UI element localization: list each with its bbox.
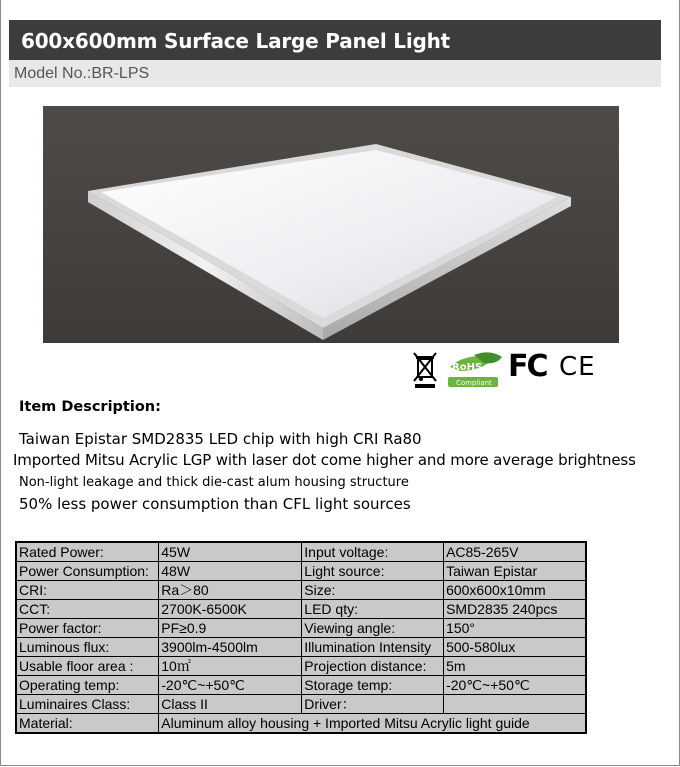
spec-value: 3900lm-4500lm xyxy=(159,638,302,657)
rohs-label: RoHS xyxy=(452,362,483,373)
description-line: Taiwan Epistar SMD2835 LED chip with high CRI Ra80 xyxy=(19,430,422,448)
spec-label: Operating temp: xyxy=(16,676,159,695)
spec-label: Illumination Intensity xyxy=(302,638,444,657)
spec-value: Ra＞80 xyxy=(159,581,302,600)
spec-label: Projection distance: xyxy=(302,657,444,676)
spec-value: 2700K-6500K xyxy=(159,600,302,619)
spec-label: Driver： xyxy=(302,695,444,714)
spec-value: 10㎡ xyxy=(159,657,302,676)
table-row xyxy=(16,581,586,600)
spec-table xyxy=(15,541,587,734)
table-row xyxy=(16,600,586,619)
spec-label: CRI: xyxy=(16,581,159,600)
spec-value: PF≥0.9 xyxy=(159,619,302,638)
spec-label: Input voltage: xyxy=(302,542,444,562)
description-line: 50% less power consumption than CFL light sources xyxy=(19,495,411,513)
spec-value xyxy=(444,695,586,714)
spec-label: CCT: xyxy=(16,600,159,619)
spec-value: SMD2835 240pcs xyxy=(444,600,586,619)
spec-value: 600x600x10mm xyxy=(444,581,586,600)
table-row xyxy=(16,542,586,562)
spec-value: 150° xyxy=(444,619,586,638)
table-row xyxy=(16,619,586,638)
spec-label: Usable floor area : xyxy=(16,657,159,676)
table-row xyxy=(16,695,586,714)
description-line: Imported Mitsu Acrylic LGP with laser dot come higher and more average brightness xyxy=(13,451,636,469)
spec-value: -20℃~+50℃ xyxy=(159,676,302,695)
title-bar xyxy=(9,20,661,60)
spec-value: AC85-265V xyxy=(444,542,586,562)
ce-icon: CE xyxy=(559,352,596,382)
rohs-compliant-icon xyxy=(444,351,504,389)
fcc-icon: FC xyxy=(508,349,547,384)
product-photo xyxy=(43,106,619,343)
spec-value: Taiwan Epistar xyxy=(444,562,586,581)
spec-label: Viewing angle: xyxy=(302,619,444,638)
spec-label: Rated Power: xyxy=(16,542,159,562)
spec-label: Size: xyxy=(302,581,444,600)
spec-label: Power Consumption: xyxy=(16,562,159,581)
spec-value: Class II xyxy=(159,695,302,714)
certification-icons xyxy=(412,347,602,391)
spec-value: 48W xyxy=(159,562,302,581)
spec-label: Luminaires Class: xyxy=(16,695,159,714)
table-row xyxy=(16,657,586,676)
spec-value: -20℃~+50℃ xyxy=(444,676,586,695)
product-title: 600x600mm Surface Large Panel Light xyxy=(21,29,451,53)
spec-label: Storage temp: xyxy=(302,676,444,695)
spec-label: Power factor: xyxy=(16,619,159,638)
spec-label: LED qty: xyxy=(302,600,444,619)
table-row xyxy=(16,638,586,657)
table-row xyxy=(16,562,586,581)
description-line: Non-light leakage and thick die-cast alum housing structure xyxy=(19,475,409,490)
spec-label: Luminous flux: xyxy=(16,638,159,657)
spec-value: 45W xyxy=(159,542,302,562)
rohs-sub-label: Compliant xyxy=(456,379,492,387)
weee-crossed-bin-icon xyxy=(412,349,438,389)
spec-value: 500-580lux xyxy=(444,638,586,657)
panel-light-image xyxy=(43,106,619,343)
spec-value: 5m xyxy=(444,657,586,676)
spec-label: Material: xyxy=(16,714,159,734)
spec-value: Aluminum alloy housing + Imported Mitsu Acrylic light guide xyxy=(159,714,586,734)
spec-label: Light source: xyxy=(302,562,444,581)
table-row xyxy=(16,676,586,695)
item-description-heading: Item Description: xyxy=(19,399,161,415)
model-number: Model No.:BR-LPS xyxy=(14,65,150,82)
model-bar xyxy=(9,60,661,87)
table-row xyxy=(16,714,586,734)
